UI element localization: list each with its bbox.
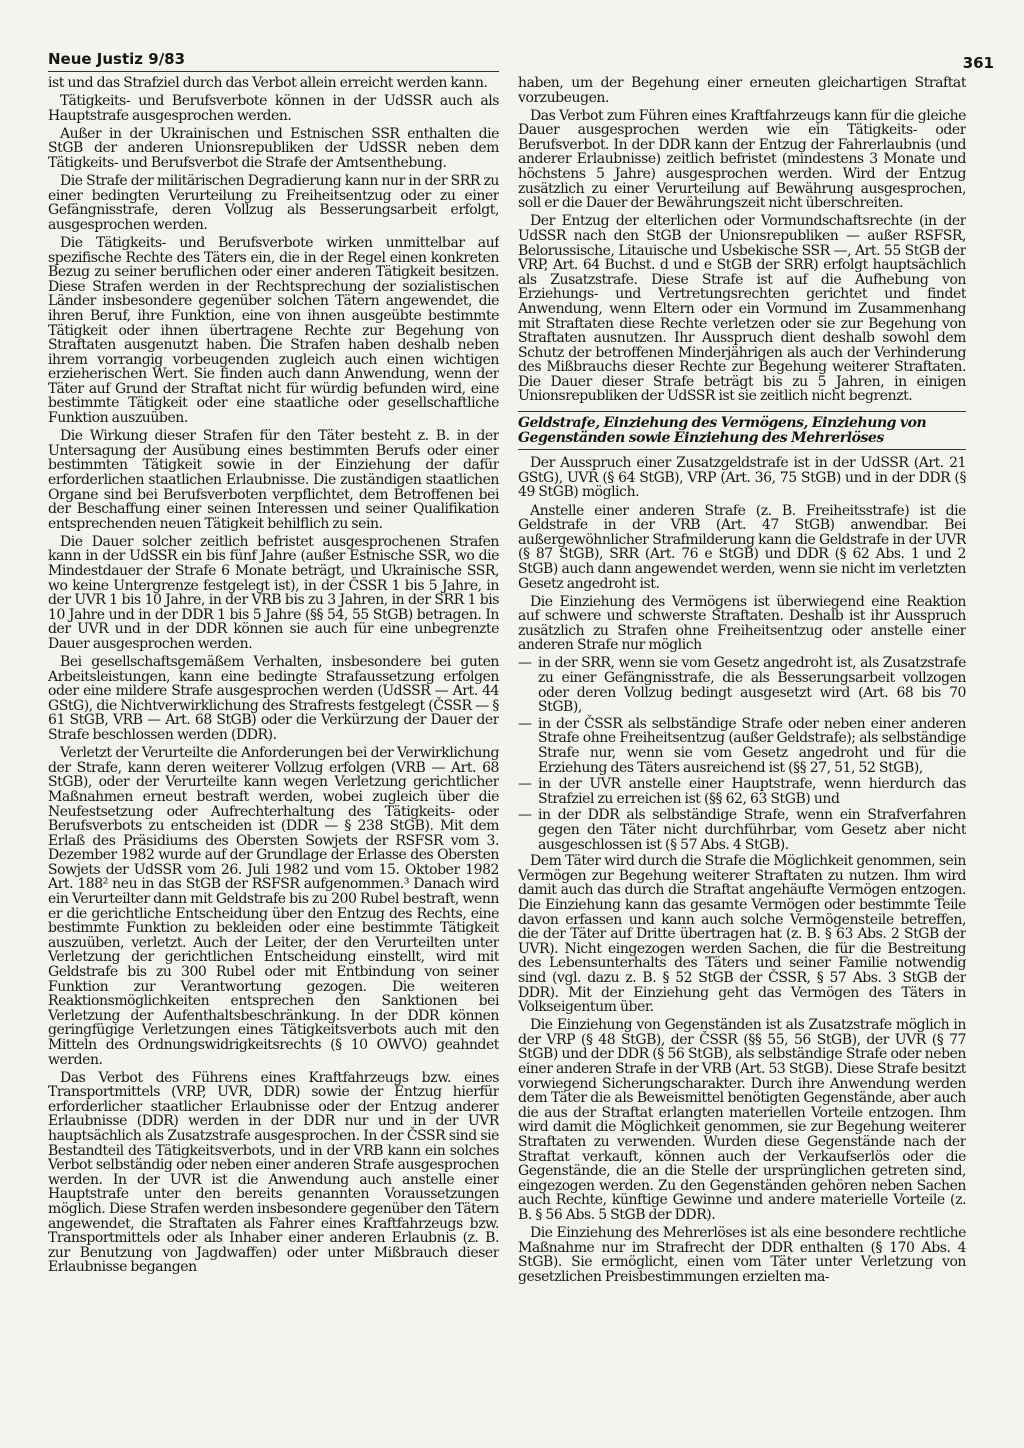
dash-marker: —	[518, 776, 532, 793]
dash-marker: —	[518, 715, 532, 732]
paragraph: haben, um der Begehung einer erneuten gleichartigen Straftat vorzubeugen.	[518, 76, 966, 106]
section-rule	[518, 411, 966, 412]
list-item-text: in der UVR anstelle einer Hauptstrafe, wenn hierdurch das Strafziel zu erreichen ist (§§ 62, 63 StGB) und	[538, 776, 966, 807]
paragraph: Die Strafe der militärischen Degradierung kann nur in der SRR zu einer bedingten Verurteilung zu Freiheitsentzug oder zu einer Gefängnisstrafe, deren Vollzug als Besserungsarbeit erfolgt, ausgesprochen werden.	[48, 173, 499, 233]
section-heading: Geldstrafe, Einziehung des Vermögens, Einziehung von Gegenständen sowie Einziehung des Mehrerlöses	[518, 416, 966, 450]
list-item-text: in der ČSSR als selbständige Strafe oder neben einer anderen Strafe ohne Freiheitsentzug (außer Geldstrafe); als selbständige Strafe nur, wenn sie vom Gesetz angedroht und für die Erziehung des Täters ausreichend ist (§§ 27, 51, 52 StGB),	[538, 715, 966, 776]
paragraph: Das Verbot zum Führen eines Kraftfahrzeugs kann für die gleiche Dauer ausgesprochen werden wie ein Tätigkeits- oder Berufsverbot. In der DDR kann der Entzug der Fahrerlaubnis (und anderer Erlaubnisse) zeitlich befristet (mindestens 3 Monate und höchstens 5 Jahre) ausgesprochen werden. Wird der Entzug zusätzlich zu einer Verurteilung auf Bewährung ausgesprochen, soll er die Dauer der Bewährungszeit nicht überschreiten.	[518, 107, 966, 212]
paragraph: Das Verbot des Führens eines Kraftfahrzeugs bzw. eines Transportmittels (VRP, UVR, DDR) sowie der Entzug hierfür erforderlicher staatlicher Erlaubnisse oder der Entzug anderer Erlaubnisse (DDR) werden in der DDR nur und in der UVR hauptsächlich als Zusatzstrafe ausgesprochen. In der ČSSR sind sie Bestandteil des Tätigkeitsverbots, und in der VRB kann ein solches Verbot selbständig oder neben einer anderen Strafe ausgesprochen werden. In der UVR ist die Anwendung auch anstelle einer Hauptstrafe unter den bereits genannten Voraussetzungen möglich. Diese Strafen werden insbesondere gegenüber den Tätern angewendet, die Straftaten als Fahrer eines Kraftfahrzeugs bzw. Transportmittels oder als Inhaber einer anderen Erlaubnis (z. B. zur Benutzung von Jagdwaffen) oder unter Mißbrauch dieser Erlaubnisse begangen	[48, 1069, 499, 1276]
list-item	[518, 777, 966, 806]
paragraph: Verletzt der Verurteilte die Anforderungen bei der Verwirklichung der Strafe, kann deren weiterer Vollzug erfolgen (VRB — Art. 68 StGB), oder der Verurteilte kann wegen Verletzung gerichtlicher Maßnahmen erneut bestraft werden, wobei zugleich über die Neufestsetzung oder Aufrechterhaltung des Tätigkeits- oder Berufsverbots zu entscheiden ist (DDR — § 238 StGB). Mit dem Erlaß des Präsidiums des Obersten Sowjets der RSFSR vom 3. Dezember 1982 wurde auf der Grundlage der Erlasse des Obersten Sowjets der UdSSR vom 26. Juli 1982 und vom 15. Oktober 1982 Art. 188² neu in das StGB der RSFSR aufgenommen.³ Danach wird ein Verurteilter dann mit Geldstrafe bis zu 200 Rubel bestraft, wenn er die gerichtliche Entscheidung über den Entzug des Rechts, eine bestimmte Funktion zu bekleiden oder eine bestimmte Tätigkeit auszuüben, verletzt. Auch der Leiter, der den Verurteilten unter Verletzung der gerichtlichen Entscheidung einstellt, wird mit Geldstrafe bis zu 300 Rubel oder mit Entbindung von seiner Funktion zur Verantwortung gezogen. Die weiteren Reaktionsmöglichkeiten entsprechen den Sanktionen bei Verletzung der Aufenthaltsbeschränkung. In der DDR können geringfügige Verletzungen eines Tätigkeitsverbots auch mit den Mitteln des Ordnungswidrigkeitsrechts (§ 10 OWVO) geahndet werden.	[48, 745, 499, 1068]
list-item-text: in der DDR als selbständige Strafe, wenn ein Strafverfahren gegen den Täter nicht durchführbar, vom Gesetz aber nicht ausgeschlossen ist (§ 57 Abs. 4 StGB).	[538, 807, 966, 853]
left-column	[48, 76, 499, 1436]
paragraph: Tätigkeits- und Berufsverbote können in der UdSSR auch als Hauptstrafe ausgesprochen werden.	[48, 93, 499, 124]
dash-marker: —	[518, 807, 532, 824]
page-header	[48, 50, 994, 72]
paragraph: Dem Täter wird durch die Strafe die Möglichkeit genommen, sein Vermögen zur Begehung weiterer Straftaten zu nutzen. Ihm wird damit auch das durch die Straftat angehäufte Vermögen entzogen. Die Einziehung kann das gesamte Vermögen oder bestimmte Teile davon erfassen und kann auch solche Vermögensteile betreffen, die der Täter auf Dritte übertragen hat (z. B. § 63 Abs. 2 StGB der UVR). Nicht eingezogen werden Sachen, die für die Bestreitung des Lebensunterhalts des Täters und seiner Familie notwendig sind (vgl. dazu z. B. § 52 StGB der ČSSR, § 57 Abs. 3 StGB der DDR). Mit der Einziehung geht das Vermögen des Täters in Volkseigentum über.	[518, 853, 966, 1016]
dash-marker: —	[518, 655, 532, 672]
paragraph: Die Tätigkeits- und Berufsverbote wirken unmittelbar auf spezifische Rechte des Täters ein, die in der Regel einen konkreten Bezug zu seiner beruflichen oder einer anderen Tätigkeit besitzen. Diese Strafen werden in der Rechtsprechung der sozialistischen Länder insbesondere gegenüber solchen Tätern angewendet, die ihren Beruf, ihre Funktion, eine von ihnen ausgeübte bestimmte Tätigkeit oder ihnen übertragene Rechte zur Begehung von Straftaten ausgenutzt haben. Die Strafen haben deshalb neben ihrem vorrangig vorbeugenden zugleich auch einen wichtigen erzieherischen Wert. Sie finden auch dann Anwendung, wenn der Täter auf Grund der Straftat nicht für würdig befunden wird, eine bestimmte Tätigkeit oder eine staatliche oder gesellschaftliche Funktion auszuüben.	[48, 234, 499, 427]
list-item	[518, 656, 966, 714]
paragraph: Der Entzug der elterlichen oder Vormundschaftsrechte (in der UdSSR nach den StGB der Unionsrepubliken — außer RSFSR, Belorussische, Litauische und Usbekische SSR —, Art. 55 StGB der VRP, Art. 64 Buchst. d und e StGB der SRR) erfolgt hauptsächlich als Zusatzstrafe. Diese Strafe ist auf die Aufhebung von Erziehungs- und Vertretungsrechten gerichtet und findet Anwendung, wenn Eltern oder ein Vormund im Zusammenhang mit Straftaten diese Rechte verletzen oder sie zur Begehung von Straftaten ausnutzen. Ihr Ausspruch dient deshalb sowohl dem Schutz der betroffenen Minderjährigen als auch der Verhinderung des Mißbrauchs dieser Rechte zur Begehung weiterer Straftaten. Die Dauer dieser Strafe beträgt bis zu 5 Jahren, in einigen Unionsrepubliken der UdSSR ist sie zeitlich nicht begrenzt.	[518, 213, 966, 405]
paragraph: Der Ausspruch einer Zusatzgeldstrafe ist in der UdSSR (Art. 21 GStG), UVR (§ 64 StGB), VRP (Art. 36, 75 StGB) und in der DDR (§ 49 StGB) möglich.	[518, 455, 966, 501]
list-item-text: in der SRR, wenn sie vom Gesetz angedroht ist, als Zusatzstrafe zu einer Gefängnisstrafe, die als Besserungsarbeit vollzogen oder deren Vollzug bedingt ausgesetzt wird (Art. 68 bis 70 StGB),	[538, 655, 966, 716]
paragraph: Die Einziehung von Gegenständen ist als Zusatzstrafe möglich in der VRP (§ 48 StGB), der ČSSR (§§ 55, 56 StGB), der UVR (§ 77 StGB) und der DDR (§ 56 StGB), als selbständige Strafe oder neben einer anderen Strafe in der VRB (Art. 53 StGB). Diese Strafe besitzt vorwiegend Sicherungscharakter. Durch ihre Anwendung werden dem Täter die als Beweismittel benötigten Gegenstände, aber auch die aus der Straftat erlangten materiellen Vorteile entzogen. Ihm wird damit die Möglichkeit genommen, sie zur Begehung weiterer Straftaten zu verwenden. Wurden diese Gegenstände nach der Straftat verkauft, können auch der Verkaufserlös oder die Gegenstände, die an die Stelle der ursprünglichen getreten sind, eingezogen werden. Zu den Gegenständen gehören neben Sachen auch Rechte, künftige Gewinne und andere materielle Vorteile (z. B. § 56 Abs. 5 StGB der DDR).	[518, 1017, 966, 1223]
paragraph: ist und das Strafziel durch das Verbot allein erreicht werden kann.	[48, 76, 488, 91]
paragraph: Außer in der Ukrainischen und Estnischen SSR enthalten die StGB der anderen Unionsrepubliken der UdSSR neben dem Tätigkeits- und Berufsverbot die Strafe der Amtsenthebung.	[48, 125, 499, 171]
paragraph: Die Einziehung des Vermögens ist überwiegend eine Reaktion auf schwere und schwerste Straftaten. Deshalb ist ihr Ausspruch zusätzlich zu Strafen ohne Freiheitsentzug oder anstelle einer anderen Strafe nur möglich	[518, 593, 966, 654]
list-item	[518, 717, 966, 775]
paragraph: Die Wirkung dieser Strafen für den Täter besteht z. B. in der Untersagung der Ausübung eines bestimmten Berufs oder einer bestimmten Tätigkeit sowie in der Einziehung der dafür erforderlichen staatlichen Erlaubnisse. Die zuständigen staatlichen Organe sind bei Berufsverboten verpflichtet, dem Betroffenen bei der Beschaffung einer seinen Interessen und seiner Qualifikation entsprechenden neuen Tätigkeit behilflich zu sein.	[48, 428, 499, 532]
paragraph: Die Einziehung des Mehrerlöses ist als eine besondere rechtliche Maßnahme nur im Strafrecht der DDR enthalten (§ 170 Abs. 4 StGB). Sie ermöglicht, einen vom Täter unter Verletzung von gesetzlichen Preisbestimmungen erzielten ma-	[518, 1225, 966, 1285]
right-column	[518, 76, 966, 1436]
page-number: 361	[962, 54, 994, 72]
header-rule	[48, 71, 499, 72]
journal-title: Neue Justiz 9/83	[48, 50, 186, 68]
paragraph: Die Dauer solcher zeitlich befristet ausgesprochenen Strafen kann in der UdSSR ein bis fünf Jahre (außer Estnische SSR, wo die Mindestdauer der Strafe 6 Monate beträgt, und Ukrainische SSR, wo keine Untergrenze festgelegt ist), in der ČSSR 1 bis 5 Jahre, in der UVR 1 bis 10 Jahre, in der VRB bis zu 3 Jahren, in der SRR 1 bis 10 Jahre und in der DDR 1 bis 5 Jahre (§§ 54, 55 StGB) betragen. In der UVR und in der DDR können sie auch für eine unbegrenzte Dauer ausgesprochen werden.	[48, 533, 499, 652]
list-item	[518, 808, 966, 852]
paragraph: Anstelle einer anderen Strafe (z. B. Freiheitsstrafe) ist die Geldstrafe in der VRB (Art. 47 StGB) anwendbar. Bei außergewöhnlicher Strafmilderung kann die Geldstrafe in der UVR (§ 87 StGB), SRR (Art. 76 e StGB) und DDR (§ 62 Abs. 1 und 2 StGB) auch dann angewendet werden, wenn sie nicht im verletzten Gesetz angedroht ist.	[518, 502, 966, 592]
paragraph: Bei gesellschaftsgemäßem Verhalten, insbesondere bei guten Arbeitsleistungen, kann eine bedingte Strafaussetzung erfolgen oder eine mildere Strafe ausgesprochen werden (UdSSR — Art. 44 GStG), die Nichtverwirklichung des Strafrests festgelegt (ČSSR — § 61 StGB, VRB — Art. 68 StGB) oder die Verkürzung der Dauer der Strafe beschlossen werden (DDR).	[48, 654, 499, 744]
